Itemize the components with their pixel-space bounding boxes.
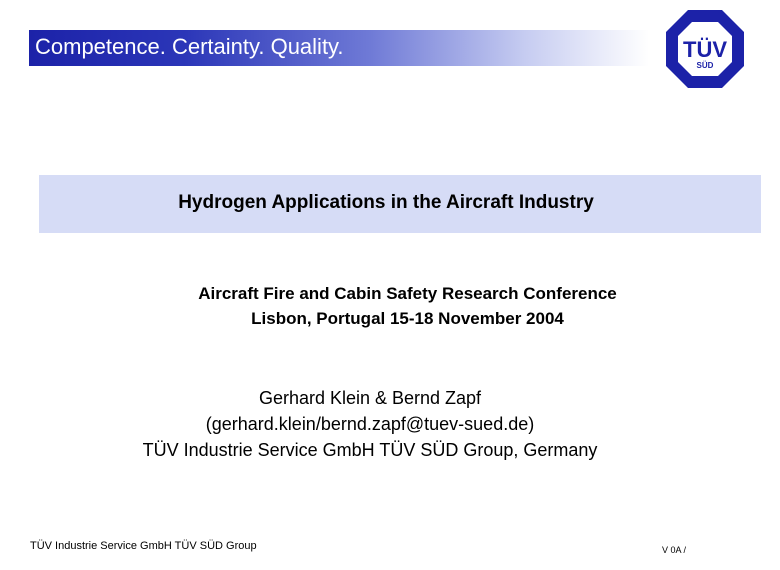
author-emails: (gerhard.klein/bernd.zapf@tuev-sued.de) (205, 414, 535, 434)
tuv-sud-logo-icon (664, 8, 746, 90)
author-names: Gerhard Klein & Bernd Zapf (258, 388, 482, 408)
footer-version: V 0A / (662, 545, 687, 555)
conference-info (160, 281, 655, 331)
tagline: Competence. Certainty. Quality. (35, 34, 344, 59)
logo-text-main: TÜV (683, 37, 727, 62)
logo-text-sub: SÜD (696, 61, 714, 70)
footer-company: TÜV Industrie Service GmbH TÜV SÜD Group (30, 540, 257, 552)
author-organization: TÜV Industrie Service GmbH TÜV SÜD Group, Germany (142, 440, 598, 460)
conference-name: Aircraft Fire and Cabin Safety Research Conference (198, 284, 617, 303)
conference-location-date: Lisbon, Portugal 15-18 November 2004 (251, 309, 564, 328)
presentation-title: Hydrogen Applications in the Aircraft Industry (178, 192, 594, 213)
author-info (100, 385, 640, 463)
